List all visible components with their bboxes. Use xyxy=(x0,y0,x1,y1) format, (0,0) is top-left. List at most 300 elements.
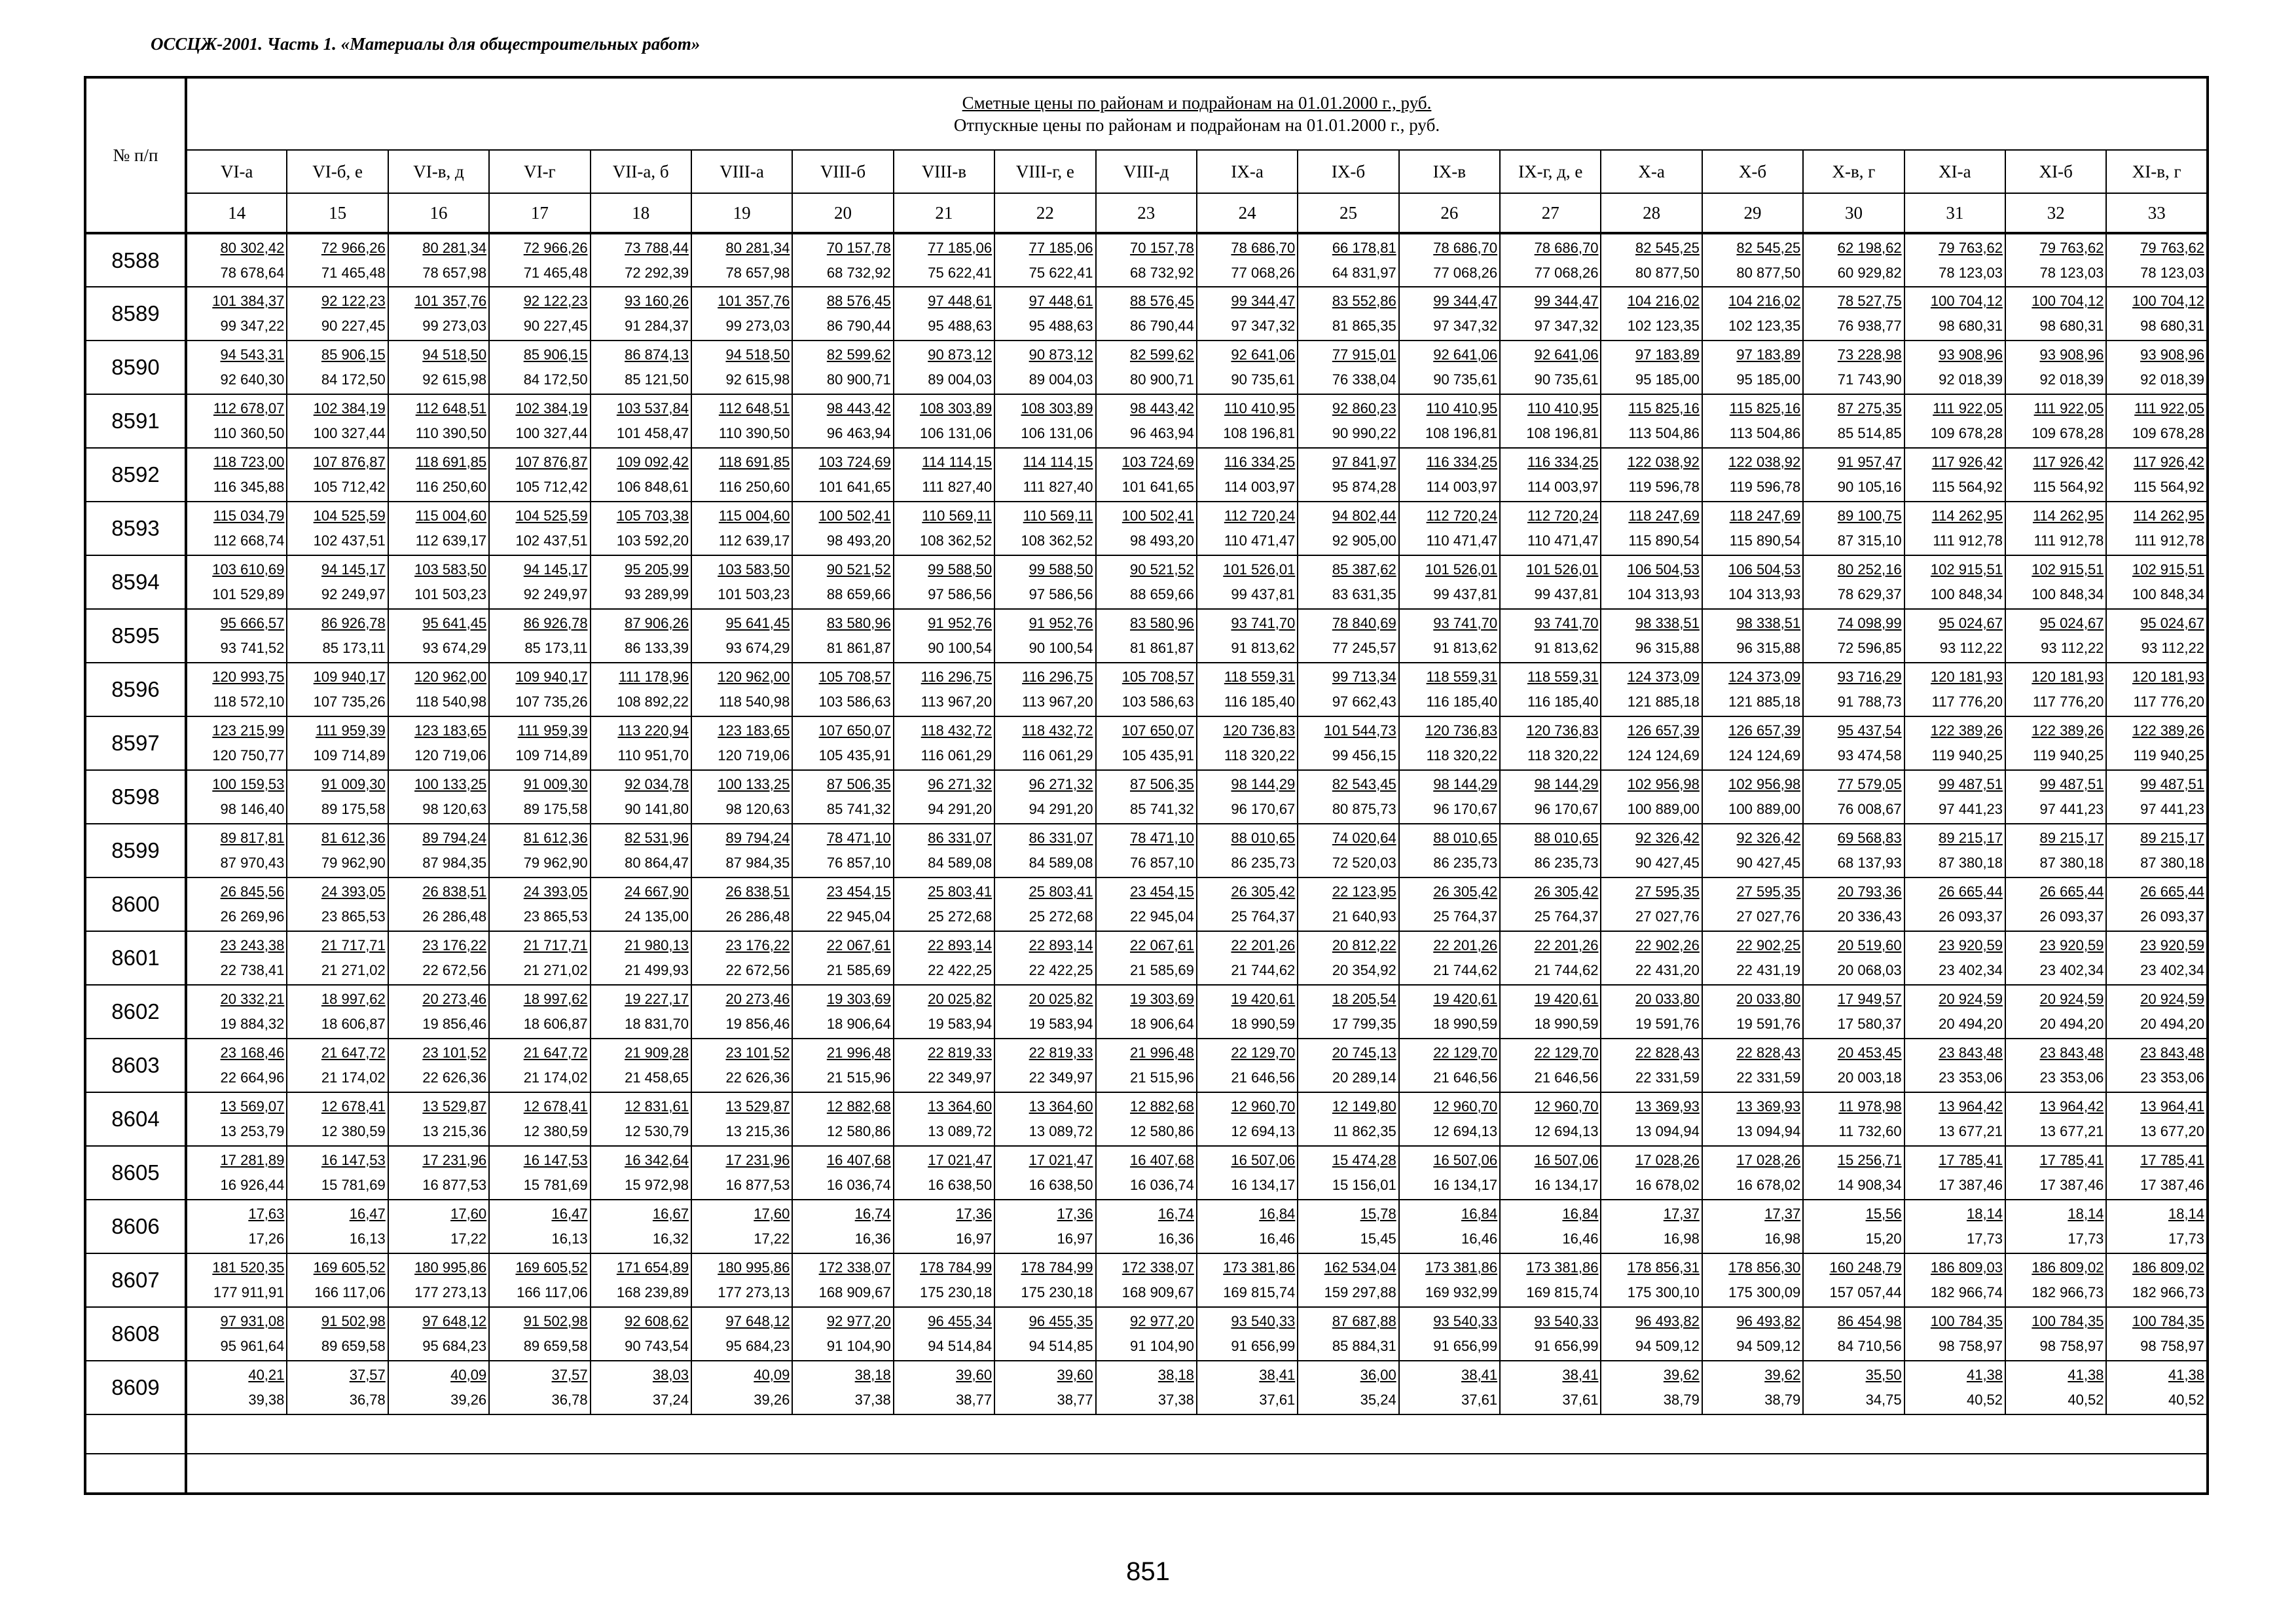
release-price: 102 437,51 xyxy=(515,532,588,549)
empty-row xyxy=(85,1454,2208,1494)
release-price: 17,22 xyxy=(754,1230,790,1247)
release-price: 17 387,46 xyxy=(1939,1177,2003,1193)
release-price: 101 458,47 xyxy=(616,425,689,441)
estimated-price: 22 893,14 xyxy=(928,937,993,953)
price-cell xyxy=(792,770,893,824)
estimated-price: 23 920,59 xyxy=(2140,937,2204,953)
price-cell xyxy=(388,341,489,394)
release-price: 72 292,39 xyxy=(625,264,689,281)
price-cell xyxy=(1702,716,1803,770)
price-cell xyxy=(792,663,893,716)
estimated-price: 19 420,61 xyxy=(1433,991,1498,1007)
estimated-price: 116 334,25 xyxy=(1426,454,1498,470)
release-price: 90 743,54 xyxy=(625,1338,689,1354)
estimated-price: 38,18 xyxy=(1157,1367,1194,1383)
price-cell xyxy=(1096,1039,1197,1092)
estimated-price: 178 784,99 xyxy=(920,1259,993,1276)
release-price: 92 905,00 xyxy=(1332,532,1396,549)
release-price: 12 694,13 xyxy=(1231,1123,1296,1139)
release-price: 78 123,03 xyxy=(2140,264,2204,281)
price-cell xyxy=(591,448,691,502)
price-cell xyxy=(489,1039,590,1092)
estimated-price: 120 736,83 xyxy=(1526,722,1599,739)
estimated-price: 12 882,68 xyxy=(826,1098,891,1115)
price-cell xyxy=(994,1146,1095,1200)
estimated-price: 186 809,02 xyxy=(2032,1259,2104,1276)
estimated-price: 92 122,23 xyxy=(523,293,588,309)
row-number: 8604 xyxy=(85,1092,186,1146)
estimated-price: 111 922,05 xyxy=(2134,400,2204,416)
estimated-price: 100 704,12 xyxy=(2132,293,2204,309)
release-price: 100 889,00 xyxy=(1728,801,1801,817)
release-price: 37,61 xyxy=(1461,1392,1498,1408)
estimated-price: 115 004,60 xyxy=(415,507,487,524)
row-number: 8588 xyxy=(85,233,186,287)
estimated-price: 93 908,96 xyxy=(1939,346,2003,363)
release-price: 84 589,08 xyxy=(928,855,993,871)
estimated-price: 83 552,86 xyxy=(1332,293,1396,309)
release-price: 13 215,36 xyxy=(422,1123,487,1139)
price-cell xyxy=(792,877,893,931)
estimated-price: 72 966,26 xyxy=(321,239,386,256)
price-cell xyxy=(894,502,994,555)
price-cell xyxy=(1904,448,2005,502)
price-cell xyxy=(691,824,792,877)
release-price: 95 185,00 xyxy=(1736,371,1801,388)
estimated-price: 13 529,87 xyxy=(422,1098,487,1115)
release-price: 105 712,42 xyxy=(313,479,386,495)
estimated-price: 99 588,50 xyxy=(928,561,993,578)
release-price: 182 966,73 xyxy=(2132,1284,2204,1301)
estimated-price: 16,84 xyxy=(1461,1206,1498,1222)
price-cell xyxy=(894,233,994,287)
estimated-price: 26 305,42 xyxy=(1534,883,1599,900)
estimated-price: 118 559,31 xyxy=(1426,669,1498,685)
release-price: 92 249,97 xyxy=(523,586,588,602)
price-cell xyxy=(1399,287,1500,341)
release-price: 20 336,43 xyxy=(1837,908,1902,925)
price-cell xyxy=(186,502,287,555)
estimated-price: 15,78 xyxy=(1360,1206,1396,1222)
estimated-price: 38,41 xyxy=(1259,1367,1296,1383)
estimated-price: 93 540,33 xyxy=(1534,1313,1599,1329)
estimated-price: 118 432,72 xyxy=(920,722,993,739)
estimated-price: 178 784,99 xyxy=(1021,1259,1093,1276)
estimated-price: 93 741,70 xyxy=(1433,615,1498,631)
release-price: 23 353,06 xyxy=(1939,1069,2003,1086)
region-header: IX-в xyxy=(1399,150,1500,193)
estimated-price: 107 650,07 xyxy=(1121,722,1194,739)
region-header: X-а xyxy=(1601,150,1702,193)
estimated-price: 120 736,83 xyxy=(1425,722,1498,739)
estimated-price: 89 817,81 xyxy=(220,830,285,846)
price-cell xyxy=(2106,1146,2208,1200)
price-cell xyxy=(1197,394,1298,448)
release-price: 22 431,19 xyxy=(1736,962,1801,978)
release-price: 71 465,48 xyxy=(523,264,588,281)
row-number: 8598 xyxy=(85,770,186,824)
estimated-price: 27 595,35 xyxy=(1736,883,1801,900)
price-cell xyxy=(2005,233,2106,287)
estimated-price: 16 147,53 xyxy=(523,1152,588,1168)
price-cell xyxy=(2106,770,2208,824)
estimated-price: 16,47 xyxy=(551,1206,588,1222)
price-cell xyxy=(1500,1039,1601,1092)
price-cell xyxy=(1702,1039,1803,1092)
release-price: 16,98 xyxy=(1764,1230,1801,1247)
release-price: 105 435,91 xyxy=(1121,747,1194,764)
release-price: 84 172,50 xyxy=(523,371,588,388)
price-cell xyxy=(1298,663,1398,716)
price-cell xyxy=(2005,1253,2106,1307)
release-price: 22 422,25 xyxy=(928,962,993,978)
page-number: 851 xyxy=(1126,1557,1170,1586)
price-cell xyxy=(1197,1361,1298,1414)
price-cell xyxy=(591,1253,691,1307)
price-cell xyxy=(489,1307,590,1361)
release-price: 19 583,94 xyxy=(928,1016,993,1032)
release-price: 109 678,28 xyxy=(2132,425,2204,441)
column-number: 25 xyxy=(1298,193,1398,233)
release-price: 80 877,50 xyxy=(1635,264,1700,281)
estimated-price: 82 543,45 xyxy=(1332,776,1396,792)
price-cell xyxy=(186,609,287,663)
price-cell xyxy=(1197,877,1298,931)
estimated-price: 16 147,53 xyxy=(321,1152,386,1168)
release-price: 109 678,28 xyxy=(1930,425,2003,441)
estimated-price: 122 038,92 xyxy=(1627,454,1700,470)
release-price: 19 856,46 xyxy=(725,1016,790,1032)
release-price: 91 813,62 xyxy=(1231,640,1296,656)
release-price: 16,97 xyxy=(956,1230,993,1247)
price-cell xyxy=(994,716,1095,770)
price-cell xyxy=(287,824,388,877)
price-cell xyxy=(1904,1200,2005,1253)
price-cell xyxy=(287,502,388,555)
price-cell xyxy=(1803,1307,1904,1361)
price-cell xyxy=(489,287,590,341)
estimated-price: 80 302,42 xyxy=(220,239,285,256)
price-cell xyxy=(1096,609,1197,663)
release-price: 77 068,26 xyxy=(1534,264,1599,281)
empty-number-cell xyxy=(85,1454,186,1494)
price-cell xyxy=(388,1253,489,1307)
release-price: 99 347,22 xyxy=(220,318,285,334)
price-cell xyxy=(1601,931,1702,985)
release-price: 88 659,66 xyxy=(826,586,891,602)
release-price: 80 877,50 xyxy=(1736,264,1801,281)
estimated-price: 122 389,26 xyxy=(1930,722,2003,739)
estimated-price: 86 926,78 xyxy=(523,615,588,631)
price-cell xyxy=(1601,233,1702,287)
estimated-price: 78 471,10 xyxy=(1130,830,1194,846)
price-cell xyxy=(1399,716,1500,770)
release-price: 110 471,47 xyxy=(1527,532,1599,549)
release-price: 68 732,92 xyxy=(826,264,891,281)
row-number: 8597 xyxy=(85,716,186,770)
release-price: 25 272,68 xyxy=(928,908,993,925)
estimated-price: 86 874,13 xyxy=(625,346,689,363)
estimated-price: 97 183,89 xyxy=(1635,346,1700,363)
estimated-prices-title: Сметные цены по районам и подрайонам на 01.01.2000 г., руб. xyxy=(962,93,1432,113)
estimated-price: 178 856,30 xyxy=(1728,1259,1801,1276)
price-cell xyxy=(1500,1307,1601,1361)
estimated-price: 78 686,70 xyxy=(1433,239,1498,256)
estimated-price: 23 454,15 xyxy=(826,883,891,900)
price-cell xyxy=(2005,502,2106,555)
estimated-price: 122 389,26 xyxy=(2132,722,2204,739)
row-number: 8589 xyxy=(85,287,186,341)
release-price: 92 615,98 xyxy=(725,371,790,388)
release-price: 119 596,78 xyxy=(1628,479,1700,495)
estimated-price: 95 024,67 xyxy=(2140,615,2204,631)
estimated-price: 38,18 xyxy=(854,1367,891,1383)
price-cell xyxy=(1702,341,1803,394)
estimated-price: 17,37 xyxy=(1764,1206,1801,1222)
price-cell xyxy=(1197,502,1298,555)
estimated-price: 87 275,35 xyxy=(1837,400,1902,416)
release-price: 101 503,23 xyxy=(718,586,790,602)
price-cell xyxy=(1702,985,1803,1039)
estimated-price: 20 924,59 xyxy=(1939,991,2003,1007)
release-price: 87 984,35 xyxy=(422,855,487,871)
price-cell xyxy=(489,1200,590,1253)
release-price: 26 269,96 xyxy=(220,908,285,925)
row-number: 8592 xyxy=(85,448,186,502)
price-cell xyxy=(388,502,489,555)
column-number: 14 xyxy=(186,193,287,233)
release-price: 94 514,85 xyxy=(1029,1338,1093,1354)
release-price: 27 027,76 xyxy=(1736,908,1801,925)
release-price: 98 680,31 xyxy=(2039,318,2104,334)
price-cell xyxy=(1702,1092,1803,1146)
price-cell xyxy=(691,394,792,448)
estimated-price: 13 964,42 xyxy=(2039,1098,2104,1115)
price-cell xyxy=(1500,931,1601,985)
release-price: 15,20 xyxy=(1865,1230,1902,1247)
release-price: 39,26 xyxy=(450,1392,487,1408)
release-price: 16,36 xyxy=(854,1230,891,1247)
price-cell xyxy=(186,233,287,287)
release-price: 37,61 xyxy=(1259,1392,1296,1408)
price-cell xyxy=(1601,1039,1702,1092)
price-cell xyxy=(894,555,994,609)
table-row xyxy=(85,931,2208,985)
estimated-price: 24 393,05 xyxy=(321,883,386,900)
price-cell xyxy=(894,341,994,394)
price-cell xyxy=(2005,985,2106,1039)
release-price: 93 674,29 xyxy=(422,640,487,656)
release-price: 175 300,10 xyxy=(1627,1284,1700,1301)
estimated-price: 97 183,89 xyxy=(1736,346,1801,363)
price-cell xyxy=(2005,1200,2106,1253)
price-cell xyxy=(1500,341,1601,394)
price-cell xyxy=(1197,341,1298,394)
price-cell xyxy=(1904,394,2005,448)
estimated-price: 117 926,42 xyxy=(2133,454,2204,470)
estimated-price: 12 831,61 xyxy=(625,1098,689,1115)
price-cell xyxy=(1702,1146,1803,1200)
estimated-price: 111 922,05 xyxy=(2033,400,2104,416)
estimated-price: 115 825,16 xyxy=(1628,400,1700,416)
price-cell xyxy=(489,1146,590,1200)
estimated-price: 100 133,25 xyxy=(414,776,487,792)
table-row xyxy=(85,1307,2208,1361)
release-price: 79 962,90 xyxy=(523,855,588,871)
estimated-price: 82 531,96 xyxy=(625,830,689,846)
release-price: 20 494,20 xyxy=(2039,1016,2104,1032)
estimated-price: 109 940,17 xyxy=(313,669,386,685)
release-price: 21 174,02 xyxy=(321,1069,386,1086)
release-price: 23 402,34 xyxy=(2039,962,2104,978)
price-cell xyxy=(994,1200,1095,1253)
release-price: 169 932,99 xyxy=(1425,1284,1498,1301)
release-price: 16,13 xyxy=(551,1230,588,1247)
price-cell xyxy=(591,1307,691,1361)
release-price: 84 172,50 xyxy=(321,371,386,388)
release-price: 91 656,99 xyxy=(1534,1338,1599,1354)
estimated-price: 13 369,93 xyxy=(1736,1098,1801,1115)
estimated-price: 21 717,71 xyxy=(321,937,386,953)
release-price: 22 626,36 xyxy=(422,1069,487,1086)
price-cell xyxy=(1601,1200,1702,1253)
release-price: 85 884,31 xyxy=(1332,1338,1396,1354)
estimated-price: 105 708,57 xyxy=(1121,669,1194,685)
estimated-price: 112 720,24 xyxy=(1426,507,1498,524)
price-cell xyxy=(2106,877,2208,931)
price-cell xyxy=(2005,555,2106,609)
estimated-price: 77 185,06 xyxy=(1029,239,1093,256)
price-cell xyxy=(994,341,1095,394)
column-number: 29 xyxy=(1702,193,1803,233)
table-row xyxy=(85,287,2208,341)
release-price: 17 580,37 xyxy=(1837,1016,1902,1032)
release-price: 22 349,97 xyxy=(928,1069,993,1086)
release-price: 89 004,03 xyxy=(928,371,993,388)
price-cell xyxy=(1500,716,1601,770)
price-cell xyxy=(792,1253,893,1307)
release-price: 77 068,26 xyxy=(1231,264,1296,281)
release-price: 93 741,52 xyxy=(220,640,285,656)
estimated-price: 22 129,70 xyxy=(1433,1044,1498,1061)
estimated-price: 92 608,62 xyxy=(625,1313,689,1329)
price-cell xyxy=(287,233,388,287)
estimated-price: 101 357,76 xyxy=(414,293,487,309)
release-price: 117 776,20 xyxy=(2133,693,2204,710)
estimated-price: 111 959,39 xyxy=(517,722,588,739)
table-row xyxy=(85,770,2208,824)
release-price: 116 185,40 xyxy=(1224,693,1296,710)
release-price: 17,73 xyxy=(2168,1230,2204,1247)
estimated-price: 16 507,06 xyxy=(1433,1152,1498,1168)
price-cell xyxy=(1298,931,1398,985)
price-cell xyxy=(1702,609,1803,663)
estimated-price: 118 691,85 xyxy=(718,454,790,470)
price-cell xyxy=(894,609,994,663)
price-cell xyxy=(1500,1361,1601,1414)
price-cell xyxy=(792,394,893,448)
estimated-price: 98 144,29 xyxy=(1534,776,1599,792)
estimated-price: 96 455,34 xyxy=(928,1313,993,1329)
release-price: 21 271,02 xyxy=(321,962,386,978)
estimated-price: 99 344,47 xyxy=(1534,293,1599,309)
estimated-price: 97 648,12 xyxy=(725,1313,790,1329)
row-number: 8606 xyxy=(85,1200,186,1253)
release-price: 175 230,18 xyxy=(1021,1284,1093,1301)
price-cell xyxy=(994,663,1095,716)
estimated-price: 15 256,71 xyxy=(1837,1152,1902,1168)
price-cell xyxy=(1904,716,2005,770)
release-price: 93 674,29 xyxy=(725,640,790,656)
estimated-price: 99 588,50 xyxy=(1029,561,1093,578)
release-price: 91 813,62 xyxy=(1433,640,1498,656)
estimated-price: 12 960,70 xyxy=(1231,1098,1296,1115)
price-cell xyxy=(1904,1253,2005,1307)
table-row xyxy=(85,1200,2208,1253)
price-cell xyxy=(1904,770,2005,824)
price-cell xyxy=(691,877,792,931)
price-cell xyxy=(1197,716,1298,770)
release-price: 21 744,62 xyxy=(1231,962,1296,978)
estimated-price: 26 305,42 xyxy=(1231,883,1296,900)
release-price: 114 003,97 xyxy=(1426,479,1498,495)
price-cell xyxy=(1399,770,1500,824)
release-price: 113 504,86 xyxy=(1729,425,1801,441)
release-price: 103 586,63 xyxy=(818,693,891,710)
price-cell xyxy=(1399,1253,1500,1307)
release-price: 16 877,53 xyxy=(725,1177,790,1193)
table-head xyxy=(85,77,2208,233)
price-cell xyxy=(1500,1092,1601,1146)
release-price: 93 474,58 xyxy=(1837,747,1902,764)
estimated-price: 98 443,42 xyxy=(1130,400,1194,416)
estimated-price: 22 067,61 xyxy=(1130,937,1194,953)
estimated-price: 99 487,51 xyxy=(2140,776,2204,792)
price-cell xyxy=(1096,716,1197,770)
release-price: 13 677,20 xyxy=(2140,1123,2204,1139)
estimated-price: 103 610,69 xyxy=(212,561,285,578)
price-cell xyxy=(1803,931,1904,985)
release-price: 85 741,32 xyxy=(1130,801,1194,817)
price-cell xyxy=(1803,394,1904,448)
price-cell xyxy=(489,233,590,287)
release-price: 115 564,92 xyxy=(2032,479,2104,495)
estimated-price: 26 838,51 xyxy=(422,883,487,900)
estimated-price: 92 326,42 xyxy=(1635,830,1700,846)
estimated-price: 87 506,35 xyxy=(1130,776,1194,792)
estimated-price: 98 443,42 xyxy=(826,400,891,416)
price-cell xyxy=(1904,341,2005,394)
estimated-price: 180 995,86 xyxy=(718,1259,790,1276)
price-cell xyxy=(1298,877,1398,931)
price-cell xyxy=(489,341,590,394)
price-cell xyxy=(792,931,893,985)
release-price: 16,97 xyxy=(1057,1230,1093,1247)
price-cell xyxy=(1702,1253,1803,1307)
release-price: 19 884,32 xyxy=(220,1016,285,1032)
estimated-price: 100 133,25 xyxy=(718,776,790,792)
price-cell xyxy=(2005,1146,2106,1200)
table-row xyxy=(85,1253,2208,1307)
price-cell xyxy=(591,1039,691,1092)
estimated-price: 20 273,46 xyxy=(422,991,487,1007)
release-price: 116 185,40 xyxy=(1426,693,1498,710)
release-price: 71 743,90 xyxy=(1837,371,1902,388)
estimated-price: 90 521,52 xyxy=(1130,561,1194,578)
release-price: 76 857,10 xyxy=(826,855,891,871)
release-price: 90 141,80 xyxy=(625,801,689,817)
release-price: 16,98 xyxy=(1663,1230,1700,1247)
